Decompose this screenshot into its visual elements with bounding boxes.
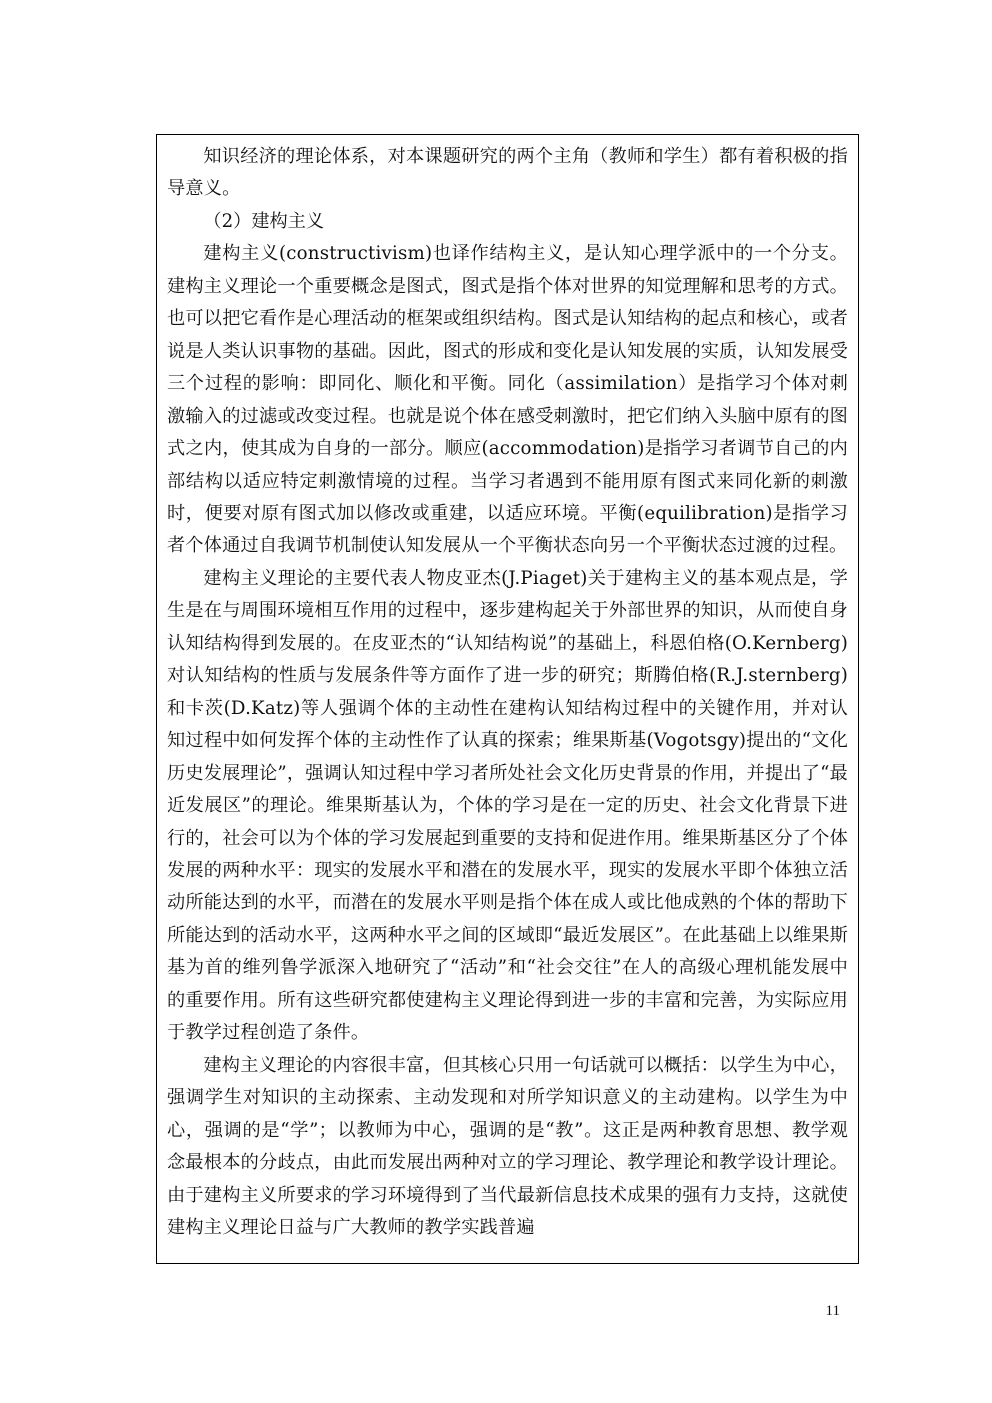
paragraph-constructivism-schema: 建构主义(constructivism)也译作结构主义，是认知心理学派中的一个分支。建构主义理论一个重要概念是图式，图式是指个体对世界的知觉理解和思考的方式。也可以把它看作是心理活动的框架或组织结构。图式是认知结构的起点和核心，或者说是人类认识事物的基础。因此，图式的形成和变化是认知发展的实质，认知发展受三个过程的影响：即同化、顺化和平衡。同化（assimilation）是指学习个体对刺激输入的过滤或改变过程。也就是说个体在感受刺激时，把它们纳入头脑中原有的图式之内，使其成为自身的一部分。顺应(accommodation)是指学习者调节自己的内部结构以适应特定刺激情境的过程。当学习者遇到不能用原有图式来同化新的刺激时，便要对原有图式加以修改或重建，以适应环境。平衡(equilibration)是指学习者个体通过自我调节机制使认知发展从一个平衡状态向另一个平衡状态过渡的过程。 xyxy=(167,243,848,557)
paragraph-constructivism-core: 建构主义理论的内容很丰富，但其核心只用一句话就可以概括：以学生为中心，强调学生对知识的主动探索、主动发现和对所学知识意义的主动建构。以学生为中心，强调的是“学”；以教师为中心，强调的是“教”。这正是两种教育思想、教学观念最根本的分歧点，由此而发展出两种对立的学习理论、教学理论和教学设计理论。由于建构主义所要求的学习环境得到了当代最新信息技术成果的强有力支持，这就使建构主义理论日益与广大教师的教学实践普遍 xyxy=(167,1054,848,1238)
paragraph-knowledge-economy: 知识经济的理论体系，对本课题研究的两个主角（教师和学生）都有着积极的指导意义。 xyxy=(167,146,848,200)
text-frame xyxy=(156,134,859,1264)
page-number: 11 xyxy=(825,1303,840,1319)
paragraph-constructivism-representatives: 建构主义理论的主要代表人物皮亚杰(J.Piaget)关于建构主义的基本观点是，学生是在与周围环境相互作用的过程中，逐步建构起关于外部世界的知识，从而使自身认知结构得到发展的。在皮亚杰的“认知结构说”的基础上，科恩伯格(O.Kernberg)对认知结构的性质与发展条件等方面作了进一步的研究；斯腾伯格(R.J.sternberg)和卡茨(D.Katz)等人强调个体的主动性在建构认知结构过程中的关键作用，并对认知过程中如何发挥个体的主动性作了认真的探索；维果斯基(Vogotsgy)提出的“文化历史发展理论”，强调认知过程中学习者所处社会文化历史背景的作用，并提出了“最近发展区”的理论。维果斯基认为，个体的学习是在一定的历史、社会文化背景下进行的，社会可以为个体的学习发展起到重要的支持和促进作用。维果斯基区分了个体发展的两种水平：现实的发展水平和潜在的发展水平，现实的发展水平即个体独立活动所能达到的水平，而潜在的发展水平则是指个体在成人或比他成熟的个体的帮助下所能达到的活动水平，这两种水平之间的区域即“最近发展区”。在此基础上以维果斯基为首的维列鲁学派深入地研究了“活动”和“社会交往”在人的高级心理机能发展中的重要作用。所有这些研究都使建构主义理论得到进一步的丰富和完善，为实际应用于教学过程创造了条件。 xyxy=(167,567,848,1044)
section-heading-constructivism: （2）建构主义 xyxy=(203,210,325,232)
